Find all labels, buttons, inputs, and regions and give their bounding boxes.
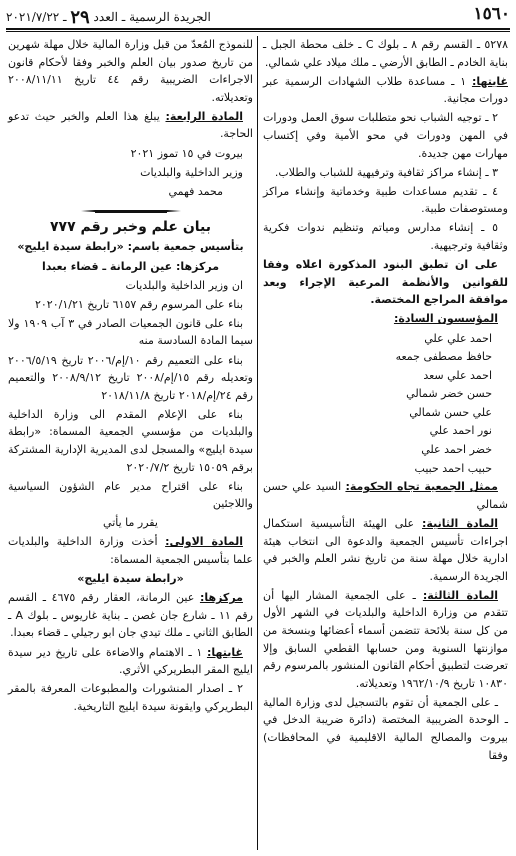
page-number: ١٥٦٠ xyxy=(473,4,510,24)
paragraph xyxy=(263,694,508,764)
paragraph xyxy=(263,109,508,162)
paragraph xyxy=(8,570,253,588)
paragraph-text: يقرر ما يأتي xyxy=(103,516,158,530)
article-label: المادة الرابعة: xyxy=(165,109,243,123)
article-label: المؤسسون السادة: xyxy=(393,312,498,326)
paragraph-text: على ان تطبق البنود المذكورة اعلاه وفقا للقوانين والأنظمة المرعية الإجراء وبعد موافقة المراجع المختصة. xyxy=(263,258,508,307)
header-rule xyxy=(6,28,510,32)
paragraph-text: وزير الداخلية والبلديات xyxy=(140,165,243,179)
column-divider xyxy=(257,36,258,850)
paragraph xyxy=(263,515,508,585)
issue-info xyxy=(6,7,211,28)
paragraph-text: بناء على الإعلام المقدم الى وزارة الداخلية والبلديات من مؤسسي الجمعية المسماة: «رابطة سيدة ايليج» والمسجل لدى المديرية الإدارية المشتركة برقم ١٥٠٥٩ تاريخ ٢٠٢٠/٧/٢ xyxy=(8,407,253,474)
paragraph-text: محمد فهمي xyxy=(168,184,223,198)
article-label: غايتها: xyxy=(206,645,243,659)
paragraph xyxy=(8,108,253,143)
article-label: المادة الثالثة: xyxy=(422,588,498,602)
left-column-paragraphs xyxy=(8,36,253,200)
paragraph-text: ٥٢٧٨ ـ القسم رقم ٨ ـ بلوك C ـ خلف محطة الجبل ـ بناية الخادم ـ الطابق الأرضي ـ ملك ميلاد علي شمالي. xyxy=(263,38,509,69)
paragraph-text: ٢ ـ اصدار المنشورات والمطبوعات المعرفة بالمقر البطريركي وايقونة سيدة ايليج التاريخية. xyxy=(8,682,253,713)
founder-name: حسن خضر شمالي xyxy=(406,387,492,401)
paragraph xyxy=(8,644,253,679)
paragraph-text: بناء على قانون الجمعيات الصادر في ٣ آب ١٩٠٩ ولا سيما المادة السادسة منه xyxy=(8,316,253,348)
paragraph xyxy=(8,296,253,314)
issue-date: ـ ٢٠٢١/٧/٢٢ xyxy=(6,10,67,24)
notice-association: بتأسيس جمعية باسم: «رابطة سيدة ايليج» xyxy=(17,240,244,254)
issue-prefix: الجريدة الرسمية ـ العدد xyxy=(93,10,211,24)
paragraph xyxy=(8,352,253,405)
article-label: المادة الاولى: xyxy=(165,535,243,549)
paragraph-text: ان وزير الداخلية والبلديات xyxy=(125,278,243,292)
page-header xyxy=(6,4,510,28)
paragraph-text: «رابطة سيدة ايليج» xyxy=(77,572,184,586)
issue-number: ٢٩ xyxy=(70,7,90,28)
paragraph-text: للنموذج المُعدّ من قبل وزارة المالية خلال مهلة شهرين من تاريخ صدور بيان العلم والخبر وفقا لأحكام قانون الاجراءات الضريبية رقم ٤٤ تاريخ ٢٠٠٨/١١/١١ وتعديلاته. xyxy=(8,38,253,104)
founder-name: نور احمد علي xyxy=(429,424,492,438)
paragraph xyxy=(263,256,508,309)
right-column xyxy=(263,36,508,766)
paragraph xyxy=(8,36,253,106)
paragraph xyxy=(8,478,253,513)
founder-name: احمد علي سعد xyxy=(423,368,492,382)
paragraph xyxy=(8,183,223,201)
paragraph xyxy=(8,145,253,163)
paragraph-text: بناء على التعميم رقم ١٠/إم/٢٠٠٦ تاريخ ٢٠٠٦/٥/١٩ وتعديله رقم ١٥/إم/٢٠٠٨ تاريخ ٢٠٠٨/٩/١٢ والتعميم رقم ٢٤/إم/٢٠١٨ تاريخ ٢٠١٨/١١/٨ xyxy=(8,353,253,402)
paragraph xyxy=(263,219,508,254)
paragraph xyxy=(8,533,253,568)
article-label: ممثل الجمعية تجاه الحكومة: xyxy=(345,480,498,494)
paragraph xyxy=(263,73,508,108)
founders-list xyxy=(263,330,508,478)
paragraph-text: ١ ـ الاهتمام والاضاءة على تاريخ دير سيدة ايليج المقر البطريركي الأثري. xyxy=(8,645,253,677)
left-column-decision xyxy=(8,277,253,716)
founder-name: حافظ مصطفى جمعه xyxy=(395,350,492,364)
article-label: غايتها: xyxy=(471,74,508,88)
paragraph-text: بناء على اقتراح مدير عام الشؤون السياسية واللاجئين xyxy=(8,479,253,511)
section-separator xyxy=(8,210,253,213)
paragraph-text: على الهيئة التأسيسية استكمال اجراءات تأسيس الجمعية والدعوة الى انتخاب هيئة ادارية خلال مهلة سنة من تاريخ نشر العلم والخبر في الجريدة الرسمية. xyxy=(263,516,508,583)
paragraph-text: ٥ ـ إنشاء مدارس ومياتم وتنظيم ندوات فكرية وثقافية وترجيهية. xyxy=(263,221,508,253)
paragraph xyxy=(263,164,508,182)
paragraph-text: بيروت في ١٥ تموز ٢٠٢١ xyxy=(130,146,243,160)
paragraph-text: بناء على المرسوم رقم ٦١٥٧ تاريخ ٢٠٢٠/١/٢١ xyxy=(34,297,243,311)
paragraph xyxy=(8,315,253,350)
paragraph-text: ـ على الجمعية المشار اليها أن تتقدم من وزارة الداخلية والبلديات في الشهر الأول من كل سنة بلائحة تتضمن أسماء أعضائها وبنسخة من موازنتها السنوية ومن حسابها القطعي السابق وإلا تعرضت لتطبيق أحكام القانون المنشور بالمرسوم رقم ١٠٨٣٠ تاريخ ١٩٦٢/١٠/٩ وتعديلاته. xyxy=(263,588,508,690)
paragraph xyxy=(8,406,253,476)
paragraph-text: أخذت وزارة الداخلية والبلديات علما بتأسيس الجمعية المسماة: xyxy=(8,535,253,567)
paragraph xyxy=(263,36,508,71)
notice-location: مركزها: عين الرمانة ـ قضاء بعبدا xyxy=(41,259,220,273)
paragraph-text: ٤ ـ تقديم مساعدات طبية وخدماتية وإنشاء مراكز ومستوصفات طبية. xyxy=(263,184,508,216)
article-label: مركزها: xyxy=(199,591,243,605)
paragraph xyxy=(8,589,253,642)
paragraph xyxy=(263,310,508,328)
left-column xyxy=(8,36,253,717)
paragraph-text: ٢ ـ توجيه الشباب نحو متطلبات سوق العمل ودورات في المهن ودورات في محو الأمية وفي إكتساب مهارات مهن جديدة. xyxy=(263,111,508,160)
paragraph-text: عين الرمانة، العقار رقم ٤٦٧٥ ـ القسم رقم ١١ ـ شارع جان غصن ـ بناية غاريوس ـ بلوك A ـ الطابق الثاني ـ ملك تيدي جان ابو رجيلي ـ قضاء بعبدا. xyxy=(8,591,253,640)
right-column-paragraphs xyxy=(263,36,508,328)
founder-name: خضر احمد علي xyxy=(421,443,492,457)
right-column-articles xyxy=(263,478,508,764)
paragraph-text: ١ ـ مساعدة طلاب الشهادات الرسمية عبر دورات مجانية. xyxy=(263,74,508,106)
founder-name: احمد علي علي xyxy=(424,331,492,345)
paragraph xyxy=(8,514,253,532)
paragraph-text: يبلغ هذا العلم والخبر حيث تدعو الحاجة. xyxy=(8,109,253,141)
founder-name: علي حسن شمالي xyxy=(409,405,492,419)
paragraph xyxy=(8,164,253,182)
article-label: المادة الثانية: xyxy=(422,516,499,530)
paragraph-text: السيد علي حسن شمالي xyxy=(263,480,508,511)
paragraph-text: ـ على الجمعية أن تقوم بالتسجيل لدى وزارة المالية ـ الوحدة الضريبية المختصة (دائرة ضريبة الدخل في بيروت والمصالح المالية الاقليمية في المحافظات) وفقا xyxy=(263,695,508,762)
paragraph xyxy=(263,183,508,218)
paragraph xyxy=(263,478,508,513)
paragraph xyxy=(263,587,508,693)
paragraph xyxy=(8,277,253,295)
notice-title: بيان علم وخبر رقم ٧٧٧ xyxy=(50,219,211,236)
paragraph xyxy=(8,680,253,715)
paragraph-text: ٣ ـ إنشاء مراكز ثقافية وترفيهية للشباب والطلاب. xyxy=(274,165,498,179)
founder-name: حبيب احمد حبيب xyxy=(414,461,492,475)
